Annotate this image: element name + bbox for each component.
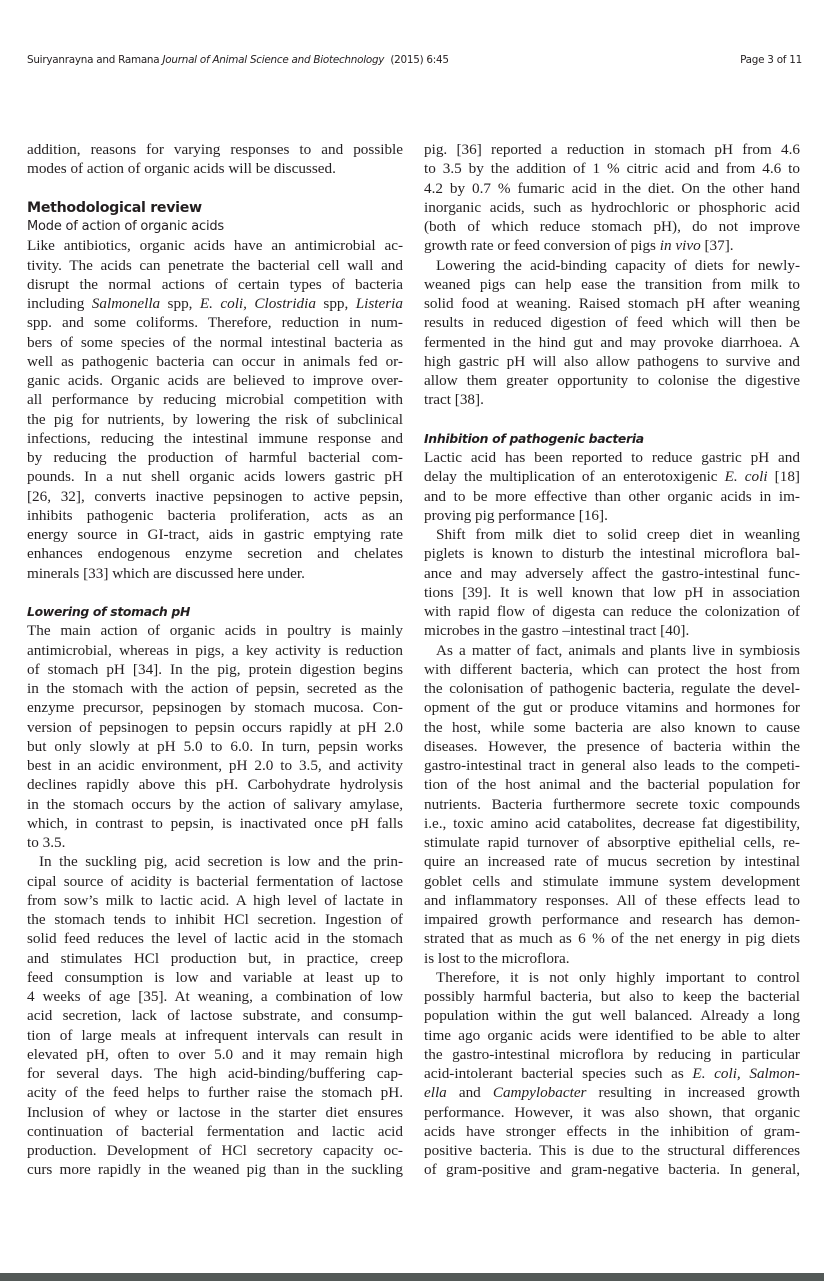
- text-line: minerals [33] which are discussed here under.: [27, 564, 305, 582]
- text-line: In the suckling pig, acid secretion is low and the prin-: [39, 853, 403, 871]
- spacer: [424, 410, 800, 429]
- text-line: solid feed reduces the level of lactic acid in the stomach: [27, 930, 403, 948]
- text-line: which, in contrast to pepsin, is inactivated once pH falls: [27, 814, 403, 832]
- text-line: and stimulates HCl production but, in practice, creep: [27, 949, 403, 967]
- ph-paragraph: [27, 621, 403, 852]
- text-line: weaned pigs can help ease the transition from milk to: [424, 275, 800, 293]
- text-line: the host, while some bacteria are also known to cause: [424, 718, 800, 736]
- therefore-paragraph: [424, 968, 800, 1064]
- italic-term: in vivo: [659, 237, 701, 255]
- text-line: goblet cells and stimulate immune system development: [424, 872, 800, 890]
- text-line: inhibits pathogenic bacteria proliferation, acts as an: [27, 506, 403, 524]
- text-line: antimicrobial, whereas in pigs, a key activity is reduction: [27, 641, 403, 659]
- text-line: for several days. The high acid-binding/buffering cap-: [27, 1065, 403, 1082]
- text-line: elevated pH, often to over 5.0 and it may remain high: [27, 1045, 403, 1063]
- text-line: acid secretion, lack of lactose substrate, and consump-: [27, 1007, 403, 1025]
- text-line: proving pig performance [16].: [424, 506, 608, 524]
- text-line: and inflammatory responses. All of these effects lead to: [424, 891, 800, 909]
- text-line: best in an acidic environment, pH 2.0 to 3.5, and activity: [27, 757, 403, 774]
- species-name: Listeria: [355, 295, 403, 312]
- section-heading: Methodological review: [27, 199, 202, 216]
- text-line: [424, 1064, 800, 1083]
- text-line: The main action of organic acids in poultry is mainly: [27, 622, 403, 640]
- mode-paragraph-cont: [27, 313, 403, 583]
- text-run: delay the multiplication of an enterotoxigenic: [424, 468, 725, 486]
- text-run: spp,: [160, 295, 200, 312]
- text-line: As a matter of fact, animals and plants live in symbiosis: [436, 641, 800, 659]
- text-line: addition, reasons for varying responses to and possible: [27, 141, 403, 158]
- subsection-heading-inhibition: Inhibition of pathogenic bacteria: [424, 430, 644, 446]
- text-line: time ago organic acids were identified to be able to alter: [424, 1026, 800, 1044]
- page-number: Page 3 of 11: [740, 54, 802, 66]
- mode-paragraph: [27, 236, 403, 294]
- text-line: piglets is known to disturb the intestinal microflora bal-: [424, 545, 800, 563]
- text-line: fermented in the hind gut and may provoke diarrhoea. A: [424, 333, 800, 351]
- text-line: [26, 32], converts inactive pepsinogen to active pepsin,: [27, 487, 403, 505]
- lactic-paragraph: [424, 487, 800, 526]
- text-line: bers of some species of the normal intestinal bacteria as: [27, 333, 403, 351]
- text-line: stimulate rapid turnover of absorptive epithelial cells, re-: [424, 834, 800, 851]
- symbiosis-paragraph: [424, 641, 800, 968]
- spacer: [27, 583, 403, 602]
- text-line: enzyme precursor, pepsinogen by stomach mucosa. Con-: [27, 699, 403, 717]
- final-paragraph: [424, 1103, 800, 1180]
- text-line: Shift from milk diet to solid creep diet in weanling: [436, 526, 800, 543]
- text-line: Therefore, it is not only highly important to control: [436, 968, 800, 986]
- text-line: feed consumption is low and variable at least up to: [27, 968, 403, 986]
- text-line: and to be more effective than other organic acids in im-: [424, 487, 800, 505]
- text-line: solid food at weaning. Raised stomach pH after weaning: [424, 295, 800, 312]
- text-line: version of pepsinogen to pepsin occurs rapidly at pH 2.0: [27, 718, 403, 736]
- text-line: by reducing the production of harmful bacterial com-: [27, 449, 403, 466]
- text-line: the colonisation of pathogenic bacteria, regulate the devel-: [424, 680, 800, 697]
- text-line: production. Development of HCl secretory capacity oc-: [27, 1142, 403, 1159]
- text-line: ance and may adversely affect the gastro-intestinal func-: [424, 564, 800, 582]
- header-authors: Suiryanrayna and Ramana: [27, 54, 160, 66]
- text-line: curs more rapidly in the weaned pig than in the suckling: [27, 1161, 403, 1179]
- text-line: the stomach tends to inhibit HCl secretion. Ingestion of: [27, 911, 403, 928]
- text-line: with rapid flow of digesta can reduce the colonization of: [424, 603, 800, 620]
- text-line: but only slowly at pH 5.0 to 6.0. In turn, pepsin works: [27, 737, 403, 755]
- text-line: Inclusion of whey or lactose in the starter diet ensures: [27, 1103, 403, 1121]
- text-line: tions [39]. It is well known that low pH in association: [424, 583, 800, 601]
- text-line: tract [38].: [424, 391, 484, 409]
- citation-ref: [37].: [700, 237, 734, 255]
- text-line: strated that as much as 6 % of the net energy in pig diets: [424, 930, 800, 948]
- text-line: population within the gut well balanced. Already a long: [424, 1007, 800, 1025]
- text-line: continuation of bacterial fermentation and lactic acid: [27, 1122, 403, 1140]
- text-line: enhances endogenous enzyme secretion and chelates: [27, 545, 403, 563]
- text-run: growth rate or feed conversion of pigs: [424, 237, 660, 255]
- text-line: declines rapidly above this pH. Carbohydrate hydrolysis: [27, 776, 403, 794]
- text-run: including: [27, 295, 92, 312]
- text-line: gastro-intestinal tract in general also leads to the competi-: [424, 757, 800, 774]
- header-volume: (2015) 6:45: [390, 54, 449, 66]
- text-line: the gastro-intestinal microflora by reducing in particular: [424, 1045, 800, 1063]
- text-line: tivity. The acids can penetrate the bacterial cell wall and: [27, 256, 403, 274]
- text-line: 4.2 by 0.7 % fumaric acid in the diet. On the other hand: [424, 179, 800, 197]
- text-line: the pig for nutrients, by lowering the risk of subclinical: [27, 410, 403, 428]
- text-line: quire an increased rate of mucus secretion by intestinal: [424, 853, 800, 871]
- suckling-paragraph: [27, 852, 403, 1179]
- species-name: ella: [424, 1084, 447, 1102]
- text-line: with different bacteria, which can protect the host from: [424, 660, 800, 678]
- text-line: all performance by reducing microbial competition with: [27, 391, 403, 409]
- text-line: microbes in the gastro –intestinal tract [40].: [424, 622, 690, 640]
- continued-paragraph: [424, 140, 800, 236]
- text-line: modes of action of organic acids will be discussed.: [27, 160, 336, 178]
- text-run: acid-intolerant bacterial species such as: [424, 1065, 693, 1082]
- text-line: [424, 236, 800, 255]
- text-line: tion of large meals at infrequent intervals can result in: [27, 1026, 403, 1044]
- text-line: [424, 467, 800, 486]
- text-line: to 3.5 by the addition of 1 % citric acid and from 4.6 to: [424, 160, 800, 178]
- text-line: well as pathogenic bacteria can occur in animals fed or-: [27, 352, 403, 370]
- text-line: i.e., toxic amino acid catabolites, decrease fat digestibility,: [424, 814, 800, 832]
- text-line: (both of which reduce stomach pH), do not improve: [424, 218, 800, 235]
- right-column: [424, 140, 800, 1180]
- text-line: Like antibiotics, organic acids have an antimicrobial ac-: [27, 237, 403, 255]
- text-line: Lowering the acid-binding capacity of diets for newly-: [436, 256, 800, 274]
- species-name: Campylobacter: [492, 1084, 587, 1102]
- text-line: opment of the gut or produce vitamins and hormones for: [424, 699, 800, 717]
- text-line: spp. and some coliforms. Therefore, reduction in num-: [27, 314, 403, 332]
- spacer: [27, 179, 403, 198]
- text-line: of stomach pH [34]. In the pig, protein digestion begins: [27, 660, 403, 678]
- text-line: inorganic acids, such as hydrochloric or phosphoric acid: [424, 198, 800, 216]
- text-line: performance. However, it was also shown, that organic: [424, 1103, 800, 1121]
- text-line: from sow’s milk to lactic acid. A high level of lactate in: [27, 891, 403, 909]
- viewer-bottom-bar: [0, 1273, 824, 1281]
- header-citation: [27, 54, 449, 66]
- species-name: E. coli: [724, 468, 768, 486]
- text-line: is lost to the microflora.: [424, 949, 570, 967]
- text-line: of gram-positive and gram-negative bacteria. In general,: [424, 1161, 800, 1179]
- subsection-heading-ph: Lowering of stomach pH: [27, 604, 191, 619]
- citation-ref: [18]: [767, 468, 800, 486]
- text-line: positive bacteria. This is due to the structural differences: [424, 1142, 800, 1159]
- text-line: diseases. However, the presence of bacteria within the: [424, 737, 800, 755]
- text-line: impaired growth performance and research has demon-: [424, 911, 800, 928]
- species-name: Salmonella: [91, 295, 161, 312]
- text-line: tion of the host animal and the bacterial population for: [424, 776, 800, 794]
- binding-paragraph: [424, 256, 800, 410]
- left-column: [27, 140, 403, 1180]
- text-line: results in reduced digestion of feed which will then be: [424, 314, 800, 332]
- intro-paragraph: [27, 140, 403, 179]
- text-line: disrupt the normal actions of certain types of bacteria: [27, 275, 403, 293]
- text-line: Lactic acid has been reported to reduce gastric pH and: [424, 449, 800, 466]
- text-line: allow them greater opportunity to colonise the digestive: [424, 372, 800, 389]
- text-run: spp,: [315, 295, 356, 312]
- text-line: in the stomach occurs by the action of salivary amylase,: [27, 795, 403, 813]
- text-line: acids have stronger effects in the inhibition of gram-: [424, 1122, 800, 1140]
- text-line: possibly harmful bacteria, but also to keep the bacterial: [424, 988, 800, 1005]
- text-line: ganic acids. Organic acids are believed to improve over-: [27, 372, 403, 389]
- text-line: 4 weeks of age [35]. At weaning, a combination of low: [27, 988, 403, 1005]
- text-run: and: [446, 1084, 493, 1102]
- text-line: [424, 1083, 800, 1102]
- text-line: pounds. In a nut shell organic acids lowers gastric pH: [27, 468, 403, 486]
- text-line: infections, reducing the intestinal immune response and: [27, 429, 403, 447]
- subsection-heading: Mode of action of organic acids: [27, 219, 224, 234]
- species-name: E. coli, Clostridia: [199, 295, 316, 312]
- text-line: cipal source of acidity is bacterial fermentation of lactose: [27, 872, 403, 890]
- text-line: energy source in GI-tract, aids in gastric emptying rate: [27, 526, 403, 543]
- text-line: in the stomach with the action of pepsin, secreted as the: [27, 680, 403, 697]
- text-line: acity of the feed helps to further raise the stomach pH.: [27, 1084, 403, 1102]
- species-name: E. coli, Salmon-: [692, 1065, 800, 1082]
- running-header: [27, 54, 802, 68]
- shift-paragraph: [424, 525, 800, 641]
- text-line: to 3.5.: [27, 834, 66, 851]
- text-line: high gastric pH will also allow pathogens to survive and: [424, 352, 800, 370]
- text-line: pig. [36] reported a reduction in stomach pH from 4.6: [424, 141, 800, 158]
- text-line: [27, 294, 403, 313]
- text-line: nutrients. Bacteria furthermore secrete toxic compounds: [424, 795, 800, 813]
- text-run: resulting in increased growth: [586, 1084, 801, 1102]
- header-journal: Journal of Animal Science and Biotechnology: [162, 54, 385, 66]
